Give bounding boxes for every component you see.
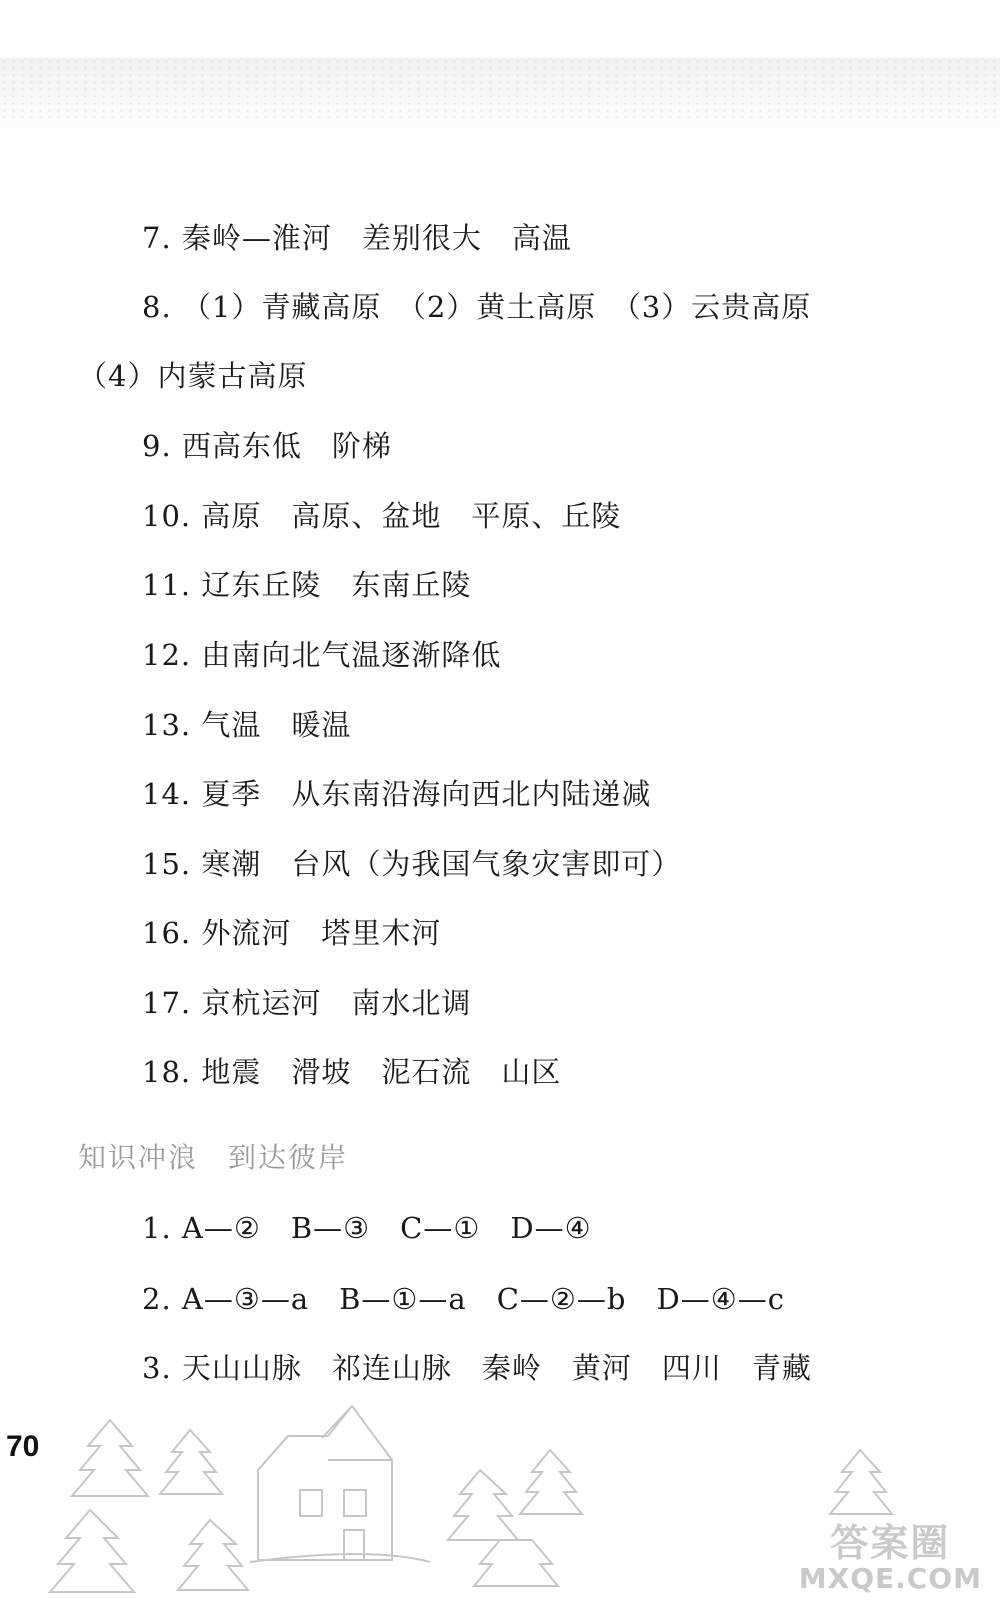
section-heading: 知识冲浪 到达彼岸 bbox=[78, 1141, 349, 1174]
watermark-url: MXQE.COM bbox=[798, 1562, 982, 1595]
answer-line: 10. 高原 高原、盆地 平原、丘陵 bbox=[142, 499, 622, 533]
answer-line: 1. A—② B—③ C—① D—④ bbox=[142, 1211, 592, 1245]
answer-line: 16. 外流河 塔里木河 bbox=[142, 916, 442, 950]
answer-line: 2. A—③—a B—①—a C—②—b D—④—c bbox=[142, 1282, 785, 1316]
answer-line: 15. 寒潮 台风（为我国气象灾害即可） bbox=[142, 847, 682, 881]
answer-line: 18. 地震 滑坡 泥石流 山区 bbox=[142, 1055, 562, 1089]
page-number: 70 bbox=[6, 1430, 40, 1463]
watermark-logo bbox=[799, 1522, 982, 1594]
answer-line: 12. 由南向北气温逐渐降低 bbox=[142, 638, 502, 672]
watermark-text: 答案圈 bbox=[830, 1521, 951, 1565]
answer-line-continuation: （4）内蒙古高原 bbox=[78, 359, 308, 393]
answer-line: 14. 夏季 从东南沿海向西北内陆递减 bbox=[142, 777, 652, 811]
answer-line: 7. 秦岭—淮河 差别很大 高温 bbox=[142, 221, 572, 255]
answer-line: 11. 辽东丘陵 东南丘陵 bbox=[142, 568, 472, 602]
answer-line: 9. 西高东低 阶梯 bbox=[142, 429, 392, 463]
answer-line: 13. 气温 暖温 bbox=[142, 708, 352, 742]
answer-line: 8. （1）青藏高原 （2）黄土高原 （3）云贵高原 bbox=[142, 290, 812, 324]
answer-line: 17. 京杭运河 南水北调 bbox=[142, 986, 472, 1020]
header-texture bbox=[0, 58, 1000, 118]
answer-line: 3. 天山山脉 祁连山脉 秦岭 黄河 四川 青藏 bbox=[142, 1351, 812, 1385]
